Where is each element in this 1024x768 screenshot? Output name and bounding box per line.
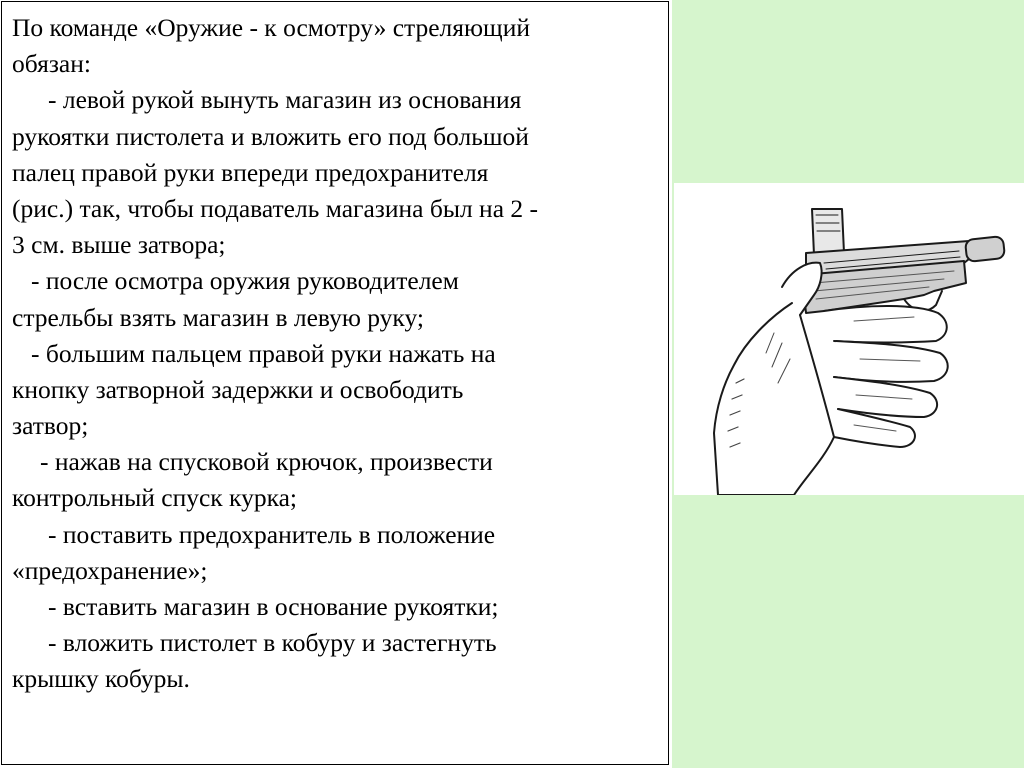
pistol-in-hand-icon [674, 183, 1024, 495]
text-line: стрельбы взять магазин в левую руку; [12, 302, 424, 332]
text-line: палец правой руки впереди предохранителя [12, 157, 489, 187]
text-line: - вложить пистолет в кобуру и застегнуть [48, 628, 497, 658]
text-line: «предохранение»; [12, 555, 208, 585]
text-line: - после осмотра оружия руководителем [31, 266, 459, 296]
text-line: крышку кобуры. [12, 664, 190, 694]
text-line: рукоятки пистолета и вложить его под большой [12, 121, 529, 151]
text-line: кнопку затворной задержки и освободить [12, 374, 464, 404]
text-line: обязан: [12, 49, 91, 79]
text-line: По команде «Оружие - к осмотру» стреляющий [12, 13, 530, 42]
text-line: - вставить магазин в основание рукоятки; [48, 592, 499, 621]
text-line: затвор; [12, 411, 89, 441]
text-line: - нажав на спусковой крючок, произвести [40, 447, 493, 477]
text-line: - большим пальцем правой руки нажать на [31, 338, 496, 368]
text-line: - поставить предохранитель в положение [48, 519, 496, 549]
instruction-text [12, 10, 662, 698]
text-line: - левой рукой вынуть магазин из основания [48, 85, 522, 115]
text-line: 3 см. выше затвора; [12, 230, 226, 260]
text-line: контрольный спуск курка; [12, 483, 297, 513]
pistol-illustration [674, 183, 1024, 495]
text-line: (рис.) так, чтобы подаватель магазина был на 2 - [12, 193, 539, 223]
